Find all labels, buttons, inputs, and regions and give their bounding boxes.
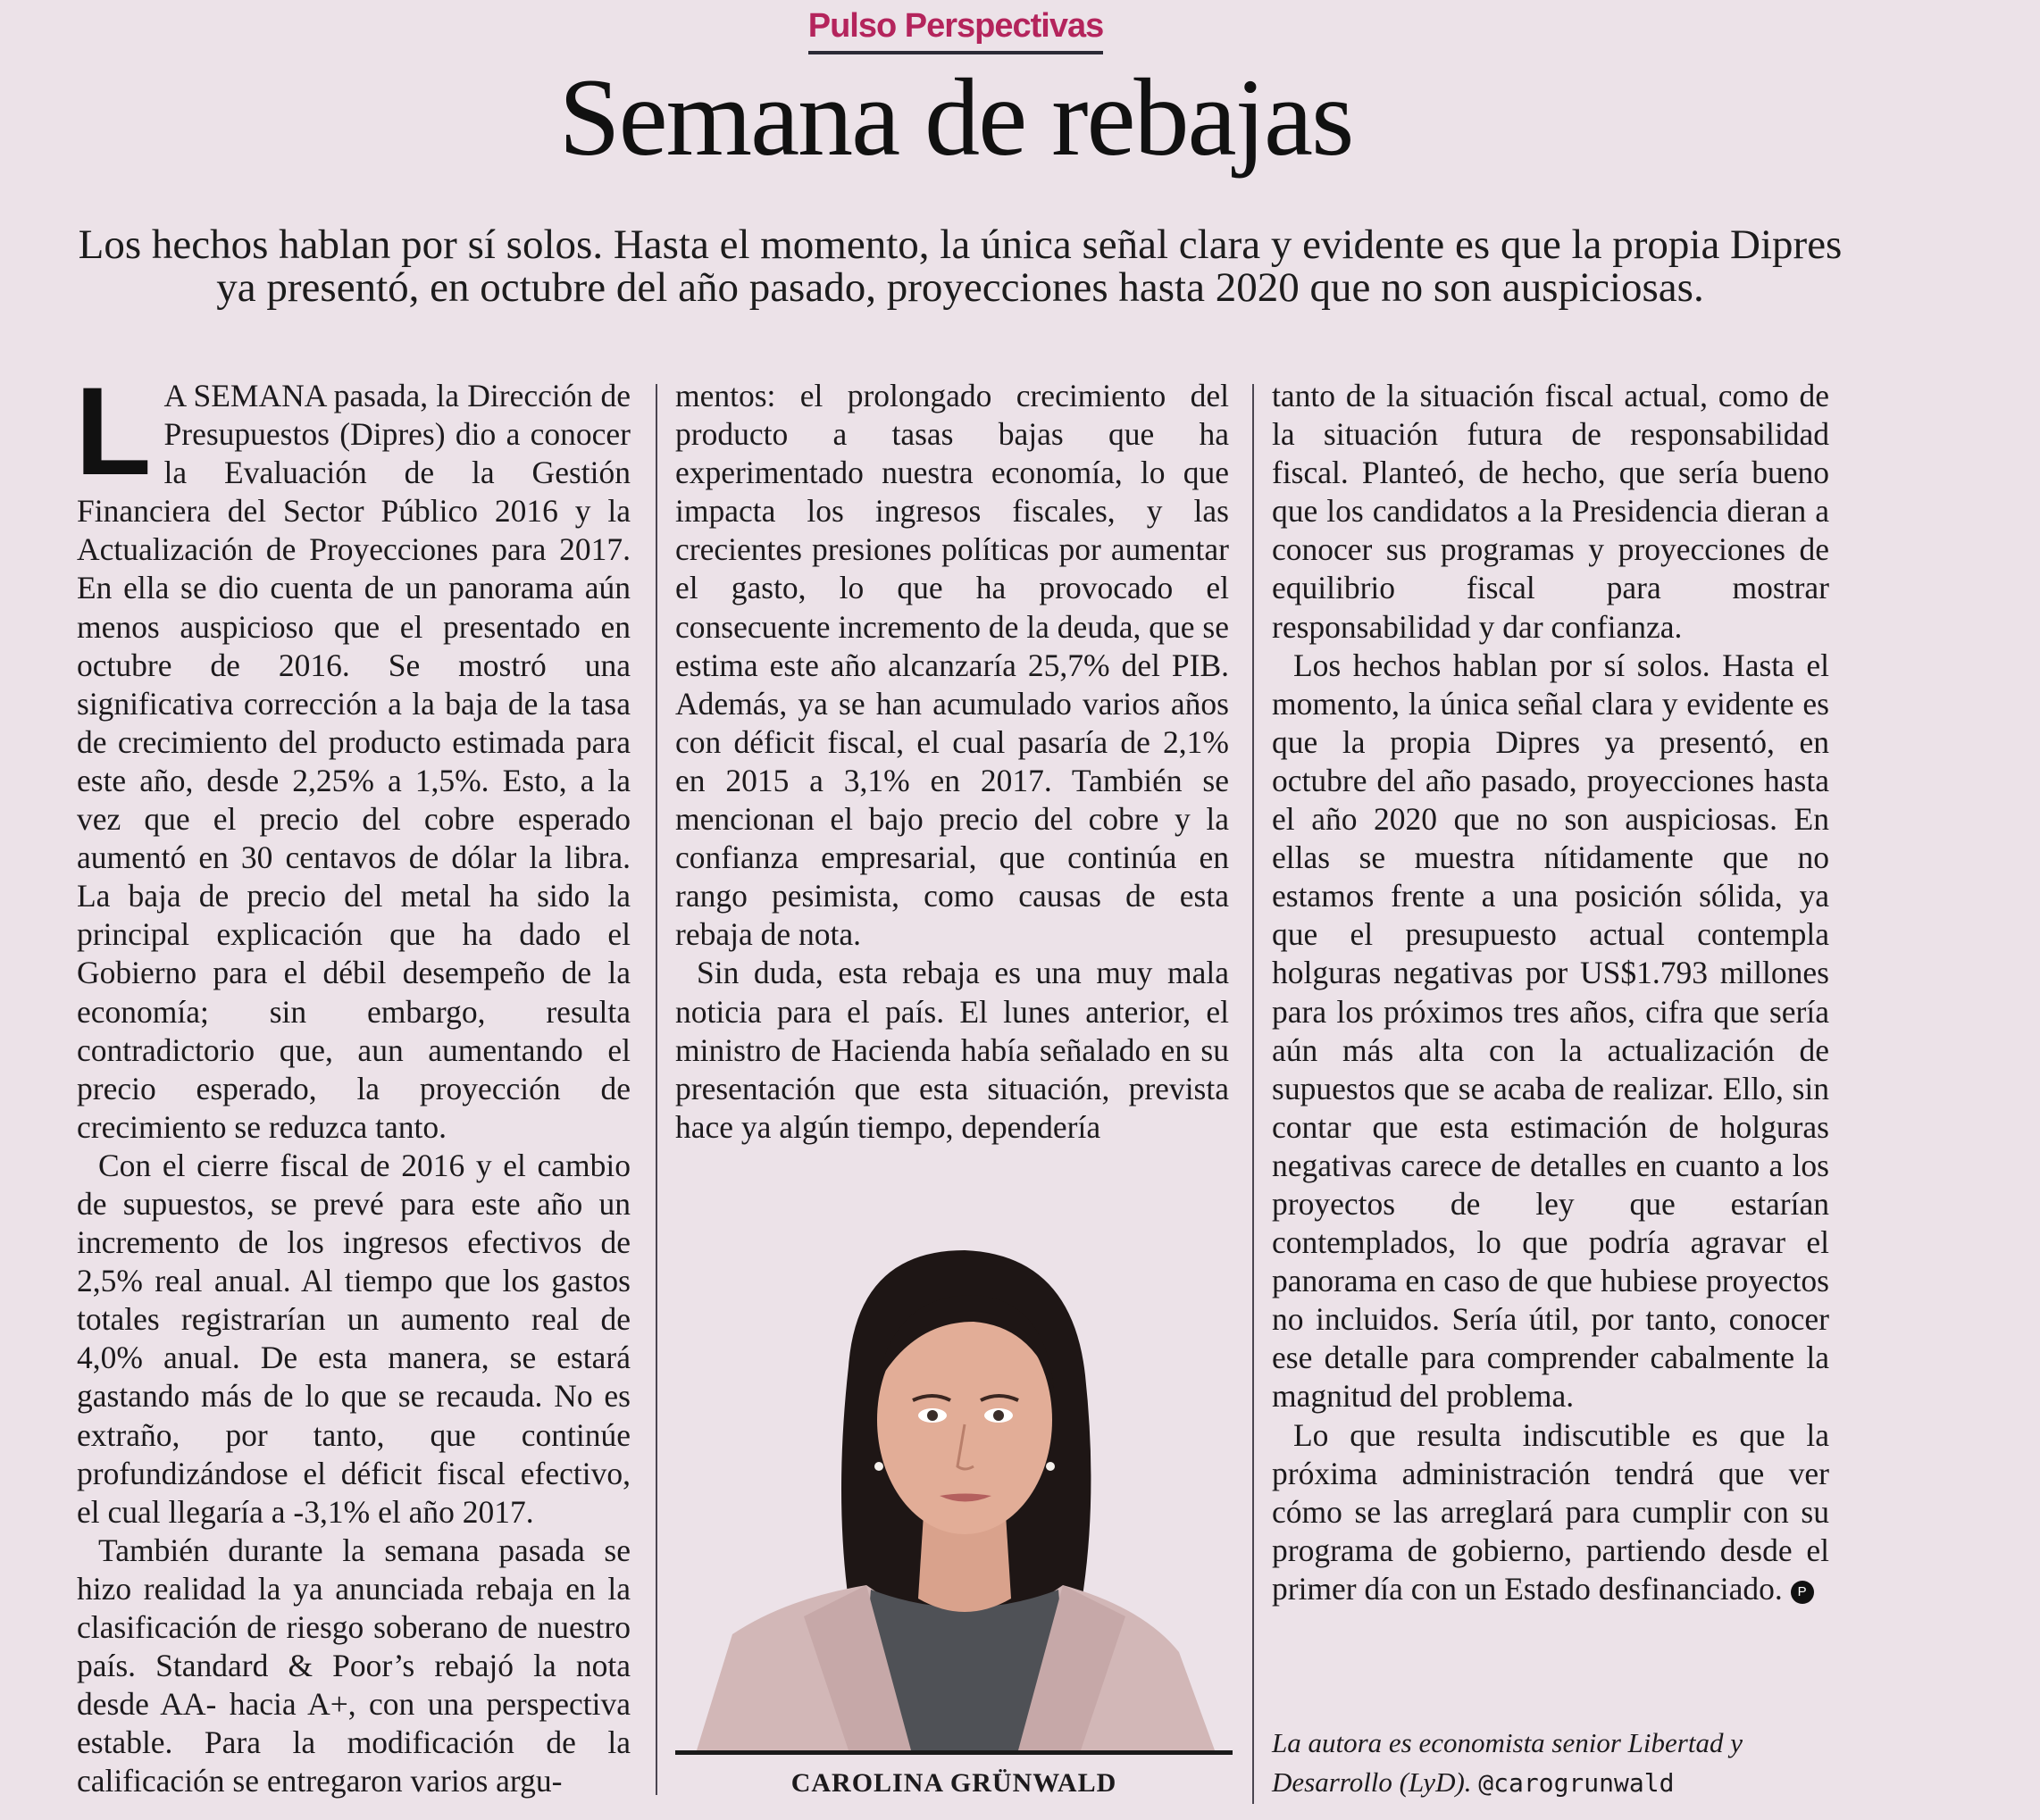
author-bio — [1272, 1724, 1826, 1803]
paragraph-text: Lo que resulta indiscutible es que la próxima administración tendrá que ver cómo se las arreglará para cumplir con su programa de gobierno, partiendo desde el primer día con un Estado desfinanciado. — [1272, 1416, 1829, 1607]
article-column-3 — [1272, 377, 1829, 1608]
author-photo — [679, 1232, 1233, 1750]
section-label-wrap — [0, 7, 1911, 54]
article-column-1 — [75, 361, 631, 1800]
deck-summary: Los hechos hablan por sí solos. Hasta el momento, la única señal clara y evidente es que la propia Dipres ya presentó, en octubre del año pasado, proyecciones hasta 2020 que no son auspiciosas. — [78, 221, 1843, 311]
paragraph: Sin duda, esta rebaja es una muy mala noticia para el país. El lunes anterior, el ministro de Hacienda había señalado en su presentación que esta situación, prevista hace ya algún tiempo, dependería — [675, 955, 1229, 1145]
paragraph: tanto de la situación fiscal actual, como de la situación futura de responsabilidad fiscal. Planteó, de hecho, que sería bueno que los candidatos a la Presidencia dieran a conocer sus programas y proyecciones de equilibrio fiscal para mostrar responsabilidad y dar confianza. — [1272, 378, 1829, 645]
photo-caption: CAROLINA GRÜNWALD — [790, 1768, 1117, 1798]
paragraph: También durante la semana pasada se hizo realidad la ya anunciada rebaja en la clasificación de riesgo soberano de nuestro país. Standard & Poor’s rebajó la nota desde AA- hacia A+, con una perspectiva estable. Para la modificación de la calificación se entregaron varios argu- — [77, 1532, 631, 1799]
end-mark-icon: P — [1791, 1581, 1814, 1604]
photo-rule — [675, 1750, 1233, 1755]
paragraph: Con el cierre fiscal de 2016 y el cambio de supuestos, se prevé para este año un incremento de los ingresos efectivos de 2,5% real anual. Al tiempo que los gastos totales registrarían un aumento real de 4,0% anual. De esta manera, se estará gastando más de lo que se recauda. No es extraño, por tanto, que continúe profundizándose el déficit fiscal efectivo, el cual llegaría a -3,1% el año 2017. — [77, 1147, 631, 1530]
article-column-2 — [675, 377, 1229, 1147]
column-divider — [656, 384, 657, 1795]
author-bio-text: La autora es economista senior Libertad y Desarrollo (LyD). — [1272, 1727, 1743, 1798]
paragraph-text: A SEMANA pasada, la Dirección de Presupuestos (Dipres) dio a conocer la Evaluación de la Gestión Financiera del Sector Público 2016 y la Actualización de Proyecciones para 2017. En ella se dio cuenta de un panorama aún menos auspicioso que el presentado en octubre de 2016. Se mostró una significativa corrección a la baja de la tasa de crecimiento del producto estimada para este año, desde 2,25% a 1,5%. Esto, a la vez que el precio del cobre esperado aumentó en 30 centavos de dólar la libra. La baja de precio del metal ha sido la principal explicación que ha dado el Gobierno para el débil desempeño de la economía; sin embargo, resulta contradictorio que, aun aumentando el precio esperado, la proyección de crecimiento se reduzca tanto. — [77, 378, 631, 1145]
author-portrait-illustration — [679, 1232, 1233, 1750]
headline: Semana de rebajas — [558, 56, 1353, 179]
paragraph — [75, 361, 631, 1147]
paragraph: mentos: el prolongado crecimiento del producto a tasas bajas que ha experimentado nuestra economía, lo que impacta los ingresos fiscales, y las crecientes presiones políticas por aumentar el gasto, lo que ha provocado el consecuente incremento de la deuda, que se estima este año alcanzaría 25,7% del PIB. Además, ya se han acumulado varios años con déficit fiscal, el cual pasaría de 2,1% en 2015 a 3,1% en 2017. También se mencionan el bajo precio del cobre y la confianza empresarial, que continúa en rango pesimista, como causas de esta rebaja de nota. — [675, 378, 1229, 953]
author-handle: @carogrunwald — [1478, 1768, 1675, 1798]
paragraph — [1272, 1416, 1829, 1608]
drop-cap: L — [75, 361, 152, 501]
section-label: Pulso Perspectivas — [808, 7, 1104, 54]
column-divider — [1252, 384, 1254, 1804]
paragraph: Los hechos hablan por sí solos. Hasta el momento, la única señal clara y evidente es que la propia Dipres ya presentó, en octubre del año pasado, proyecciones hasta el año 2020 que no son auspiciosas. En ellas se muestra nítidamente que no estamos frente a una posición sólida, ya que el presupuesto actual contempla holguras negativas por US$1.793 millones para los próximos tres años, cifra que sería aún más alta con la actualización de supuestos que se acaba de realizar. Ello, sin contar que esta estimación de holguras negativas carece de detalles en cuanto a los proyectos de ley que estarían contemplados, lo que podría agravar el panorama en caso de que hubiese proyectos no incluidos. Sería útil, por tanto, conocer ese detalle para comprender cabalmente la magnitud del problema. — [1272, 647, 1829, 1415]
